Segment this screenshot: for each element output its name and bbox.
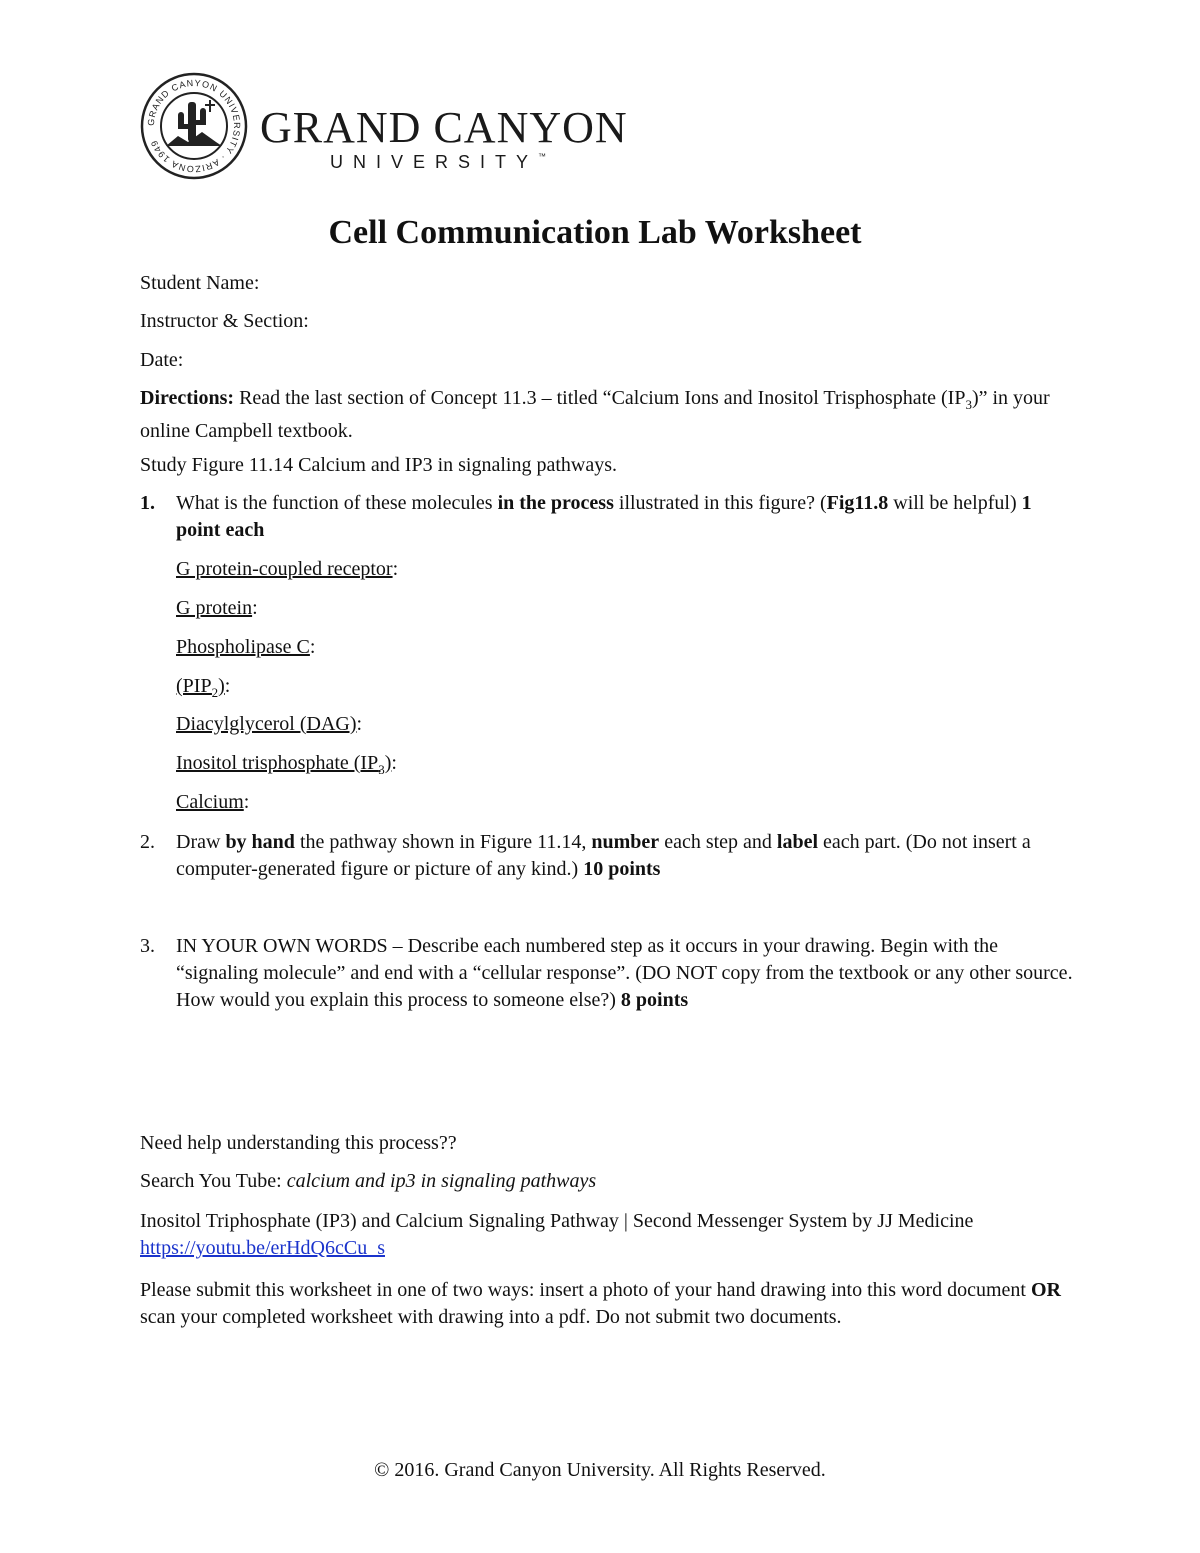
university-logo	[140, 72, 628, 180]
molecule-pip2: $(PIP_2)$:	[176, 675, 231, 700]
seal-text: GRAND CANYON UNIVERSITY · ARIZONA 1949	[145, 77, 243, 175]
molecule-dag: Diacylglycerol (DAG):	[176, 713, 363, 735]
date-field: Date:	[140, 349, 184, 371]
directions-paragraph: Directions: Read the last section of Concept 11.3 – titled “Calcium Ions and Inositol Trisphosphate $(IP_3)$” in your online Campbell textbook.	[140, 387, 1050, 442]
help-question: Need help understanding this process??	[140, 1132, 457, 1154]
molecule-phospholipase-c: Phospholipase C:	[176, 636, 316, 658]
study-instruction: Study Figure 11.14 Calcium and IP3 in signaling pathways.	[140, 454, 618, 476]
molecule-ip3: Inositol trisphosphate $(IP_3)$:	[176, 752, 397, 777]
student-name-field: Student Name:	[140, 272, 260, 294]
university-wordmark	[260, 103, 628, 173]
question-3-text: IN YOUR OWN WORDS – Describe each numbered step as it occurs in your drawing. Begin with the “signaling molecule” and end with a “cellular response”. (DO NOT copy from the textbook or any other source. How would you explain this process to someone else?) 8 points	[176, 935, 1073, 1011]
youtube-search-line: Search You Tube: calcium and ip3 in signaling pathways	[140, 1170, 597, 1192]
youtube-video-link[interactable]: https://youtu.be/erHdQ6cCu_s	[140, 1237, 385, 1259]
question-1-number: 1.	[140, 492, 155, 514]
wordmark-top: GRAND CANYON	[260, 103, 628, 152]
molecule-gpcr: G protein-coupled receptor:	[176, 558, 399, 580]
instructor-section-field: Instructor & Section:	[140, 310, 309, 332]
molecule-calcium: Calcium:	[176, 791, 250, 813]
directions-label: Directions:	[140, 387, 235, 409]
search-term: calcium and ip3 in signaling pathways	[286, 1170, 597, 1192]
question-3-number: 3.	[140, 935, 155, 957]
question-2-text: Draw by hand the pathway shown in Figure 11.14, number each step and label each part. (Do not insert a computer-generated figure or picture of any kind.) 10 points	[176, 831, 1031, 880]
university-seal-icon	[140, 72, 248, 180]
trademark-symbol: ™	[538, 152, 547, 161]
molecule-g-protein: G protein:	[176, 597, 258, 619]
copyright-footer: © 2016. Grand Canyon University. All Rights Reserved.	[374, 1459, 826, 1481]
question-1-text: What is the function of these molecules in the process illustrated in this figure? (Fig11.8 will be helpful) 1 point each	[176, 492, 1032, 541]
submission-instructions: Please submit this worksheet in one of two ways: insert a photo of your hand drawing into this word document OR scan your completed worksheet with drawing into a pdf. Do not submit two documents.	[140, 1279, 1061, 1328]
wordmark-bottom: UNIVERSITY	[330, 152, 539, 172]
worksheet-title: Cell Communication Lab Worksheet	[328, 214, 862, 251]
video-reference: Inositol Triphosphate (IP3) and Calcium Signaling Pathway | Second Messenger System by JJ Medicine https://youtu.be/erHdQ6cCu_s	[140, 1210, 974, 1259]
question-2-number: 2.	[140, 831, 155, 853]
